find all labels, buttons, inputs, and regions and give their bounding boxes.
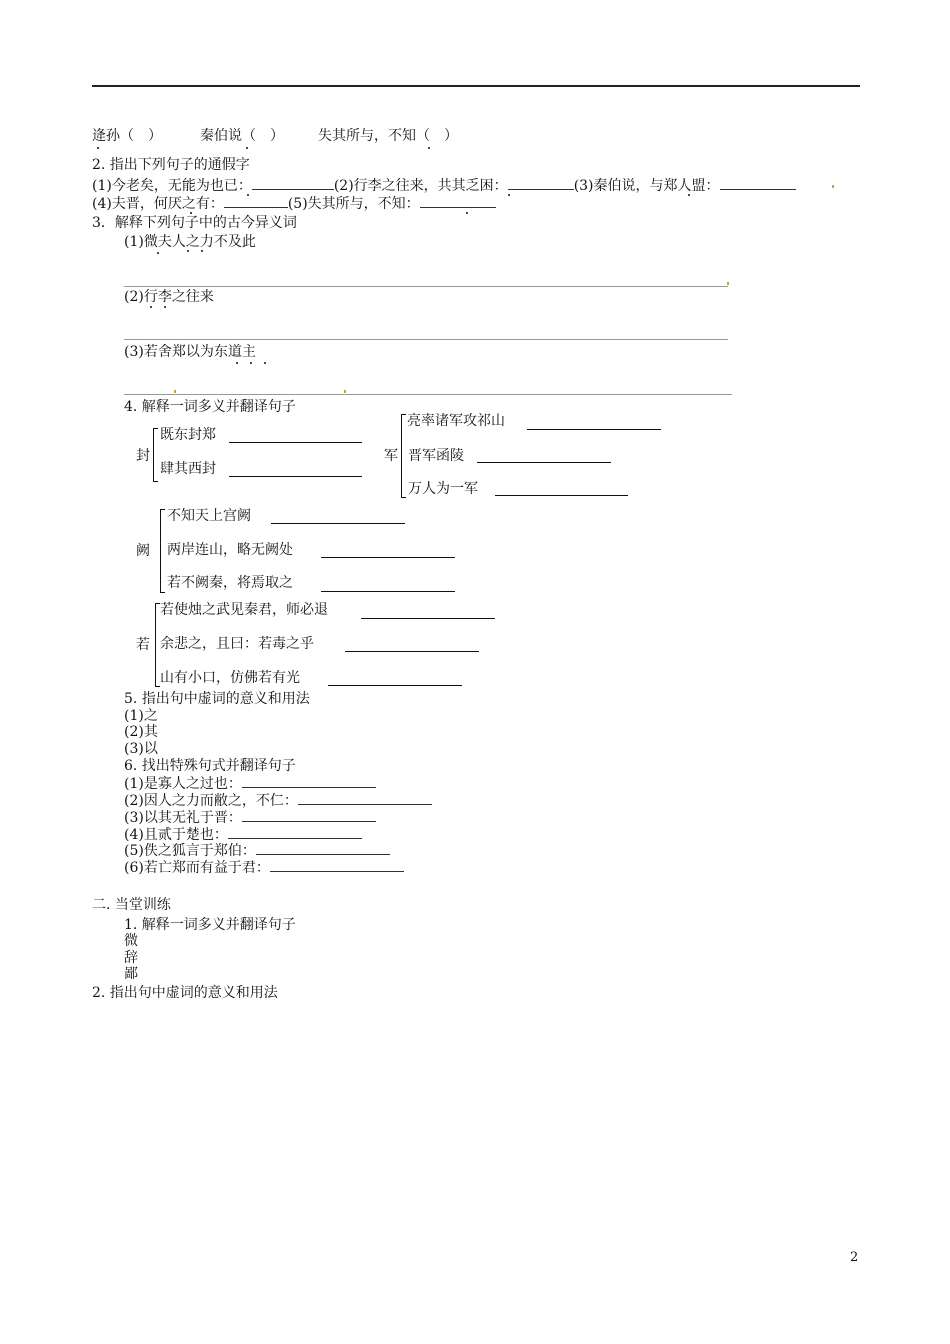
- q3-title: 3．解释下列句子中的古今异义词: [92, 215, 297, 231]
- header-item-1: 逄孙（ ）: [92, 128, 162, 144]
- section2-word-1: 微: [124, 933, 138, 949]
- header-item-3: 失其所与，不知（ ）: [318, 128, 458, 144]
- q5-item-3: (3)以: [124, 741, 158, 757]
- answer-blank[interactable]: [495, 495, 628, 496]
- q6-item: (1)是寡人之过也：: [124, 775, 376, 792]
- answer-blank[interactable]: [224, 195, 288, 208]
- answer-blank[interactable]: [527, 429, 661, 430]
- answer-line[interactable]: [124, 339, 728, 340]
- answer-line[interactable]: [124, 286, 728, 287]
- q5-title: 5. 指出句中虚词的意义和用法: [124, 691, 310, 707]
- answer-blank[interactable]: [242, 809, 376, 822]
- answer-blank[interactable]: [270, 859, 404, 872]
- q2-item-4: (4)夫晋，何厌之有：: [92, 196, 224, 212]
- answer-blank[interactable]: [720, 177, 796, 190]
- q4-feng-item-2: 肆其西封: [160, 461, 216, 477]
- answer-blank[interactable]: [298, 792, 432, 805]
- q4-ruo-item-3: 山有小口，仿佛若有光: [160, 670, 300, 686]
- q2-line2: [92, 195, 496, 212]
- q5-item-1: (1)之: [124, 708, 158, 724]
- page-number: 2: [850, 1250, 859, 1265]
- header-rule: [92, 85, 860, 87]
- answer-blank[interactable]: [256, 842, 390, 855]
- section2-word-3: 鄙: [124, 966, 138, 982]
- q2-item-2: (2)行李之往来，共其乏困：: [333, 178, 508, 194]
- q2-line1: [92, 177, 796, 194]
- q3-item-2: (2)行李之往来: [124, 289, 214, 305]
- q6-item: (3)以其无礼于晋：: [124, 809, 376, 826]
- q4-word-ruo: 若: [136, 637, 150, 653]
- q3-item-3: (3)若舍郑以为东道主: [124, 344, 256, 360]
- answer-blank[interactable]: [361, 618, 495, 619]
- q4-word-feng: 封: [136, 448, 150, 464]
- q4-que-item-1: 不知天上宫阙: [167, 508, 251, 524]
- q2-item-1: (1)今老矣，无能为也已：: [92, 178, 252, 194]
- answer-blank[interactable]: [271, 523, 405, 524]
- answer-blank[interactable]: [242, 775, 376, 788]
- q6-item: (4)且贰于楚也：: [124, 826, 362, 843]
- q2-item-5: (5)失其所与，不知：: [287, 196, 420, 212]
- answer-blank[interactable]: [345, 651, 479, 652]
- q4-que-item-3: 若不阙秦，将焉取之: [167, 575, 293, 591]
- answer-blank[interactable]: [328, 685, 462, 686]
- q6-title: 6. 找出特殊句式并翻译句子: [124, 758, 296, 774]
- section2-title: 二. 当堂训练: [92, 897, 171, 913]
- q6-item: (2)因人之力而敝之，不仁：: [124, 792, 432, 809]
- q4-jun-item-1: 亮率诸军攻祁山: [407, 413, 505, 429]
- answer-blank[interactable]: [477, 462, 611, 463]
- answer-blank[interactable]: [508, 177, 574, 190]
- answer-blank[interactable]: [321, 591, 455, 592]
- answer-line[interactable]: [124, 394, 732, 395]
- q6-item: (5)佚之狐言于郑伯：: [124, 842, 390, 859]
- q2-title: 2. 指出下列句子的通假字: [92, 157, 250, 173]
- q4-word-jun: 军: [384, 448, 398, 464]
- q4-title: 4. 解释一词多义并翻译句子: [124, 399, 296, 415]
- header-item-2: 秦伯说（ ）: [200, 128, 284, 144]
- q4-jun-item-3: 万人为一军: [408, 481, 478, 497]
- q6-item: (6)若亡郑而有益于君：: [124, 859, 404, 876]
- q4-que-item-2: 两岸连山，略无阙处: [167, 542, 293, 558]
- section2-q2-title: 2. 指出句中虚词的意义和用法: [92, 985, 278, 1001]
- answer-blank[interactable]: [228, 826, 362, 839]
- answer-blank[interactable]: [229, 442, 362, 443]
- q4-feng-item-1: 既东封郑: [160, 427, 216, 443]
- q4-jun-item-2: 晋军函陵: [408, 448, 464, 464]
- section2-word-2: 辞: [124, 950, 138, 966]
- q3-item-1: (1)微夫人之力不及此: [124, 234, 256, 250]
- q4-ruo-item-2: 余悲之，且曰：若毒之乎: [160, 636, 314, 652]
- q4-ruo-item-1: 若使烛之武见秦君，师必退: [160, 602, 328, 618]
- answer-blank[interactable]: [252, 177, 334, 190]
- q2-item-3: (3)秦伯说，与郑人盟：: [573, 178, 720, 194]
- answer-blank[interactable]: [321, 557, 455, 558]
- answer-blank[interactable]: [229, 476, 362, 477]
- q4-word-que: 阙: [136, 543, 150, 559]
- answer-blank[interactable]: [420, 195, 496, 208]
- section2-q1-title: 1. 解释一词多义并翻译句子: [124, 917, 296, 933]
- q5-item-2: (2)其: [124, 724, 158, 740]
